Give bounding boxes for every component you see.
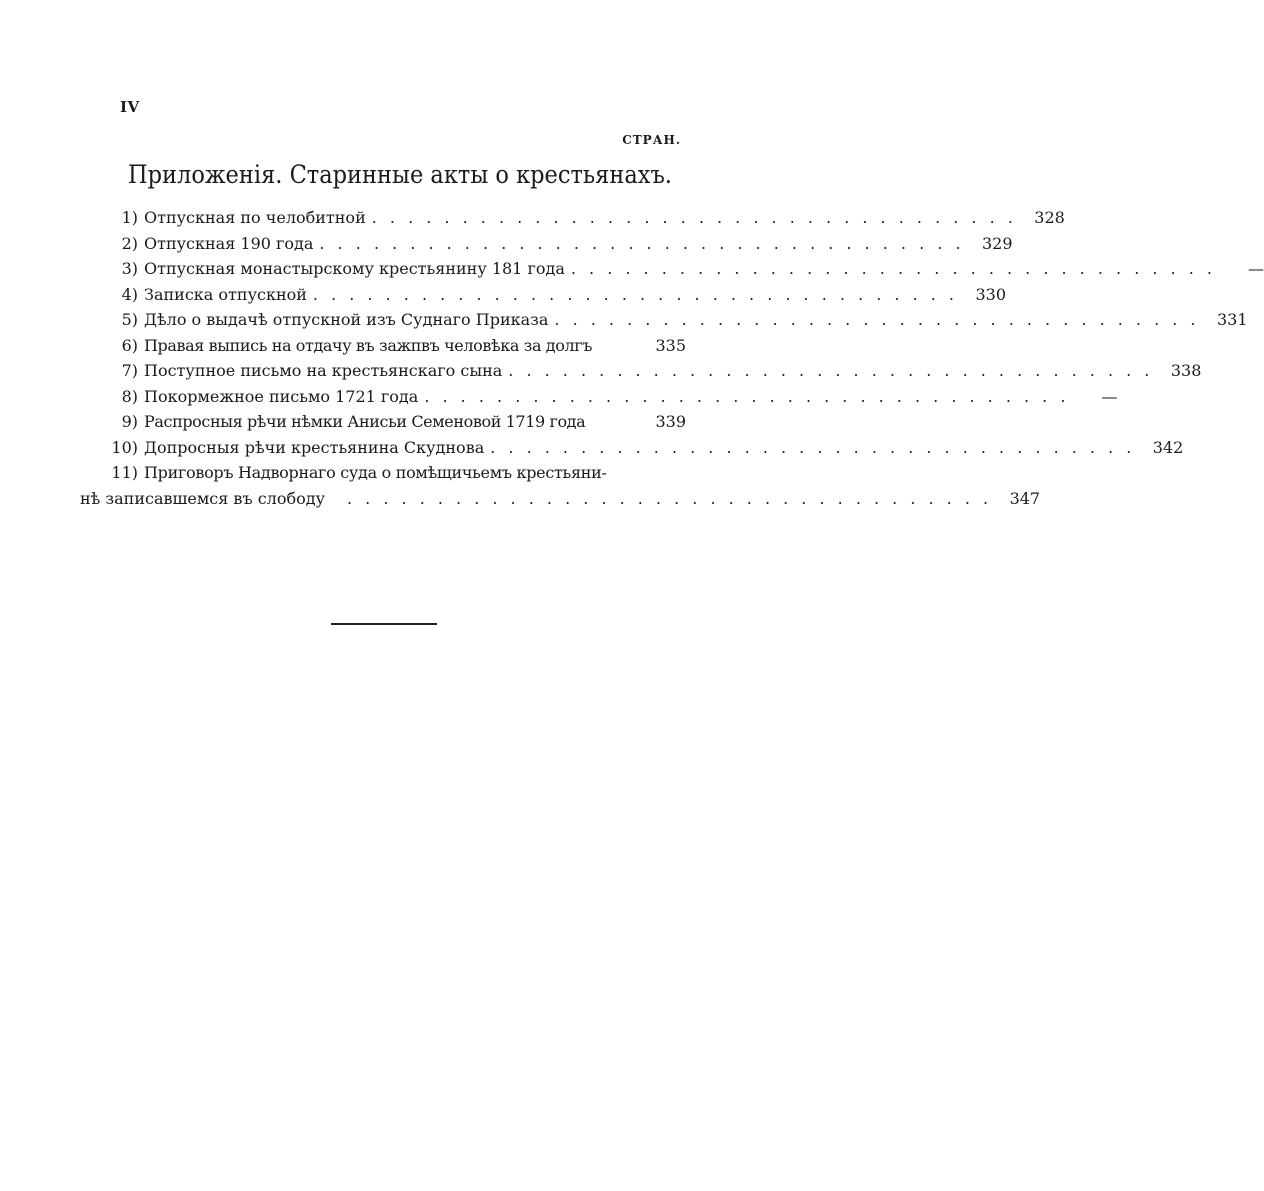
toc-entry-11-continuation <box>80 486 1041 512</box>
toc-entry-11 <box>80 460 686 486</box>
entry-number: 3) <box>121 259 138 278</box>
dot-leader: . . . . . . . . . . . . . . . . . . . . . . . . . . . . . . . . . . . . <box>347 488 993 508</box>
entry-number: 2) <box>121 233 138 253</box>
entry-title: Покормежное письмо 1721 года <box>144 386 419 406</box>
entry-title: Записка отпускной <box>144 284 307 304</box>
entry-page: 328 <box>1034 208 1065 227</box>
entry-number: 6) <box>121 335 138 355</box>
toc-entry-3 <box>80 256 1264 282</box>
entry-page: 329 <box>981 233 1013 253</box>
entry-page: 347 <box>1009 488 1041 508</box>
section-divider <box>331 623 437 625</box>
entry-title: Отпускная монастырскому крестьянину 181 года <box>144 259 565 278</box>
entry-number: 10) <box>111 437 138 457</box>
toc-entry-9 <box>80 409 686 435</box>
toc-entry-1 <box>80 205 1065 231</box>
entry-page: 335 <box>655 335 686 355</box>
entry-title-continuation: нѣ записавшемся въ слободу <box>80 488 325 508</box>
entry-number: 7) <box>121 361 138 380</box>
entry-page: 339 <box>655 412 686 431</box>
dot-leader: . . . . . . . . . . . . . . . . . . . . . . . . . . . . . . . . . . . . <box>570 259 1216 278</box>
toc-entry-10 <box>80 435 1184 461</box>
dot-leader: . . . . . . . . . . . . . . . . . . . . . . . . . . . . . . . . . . . . <box>312 284 959 304</box>
dot-leader: . . . . . . . . . . . . . . . . . . . . . . . . . . . . . . . . . . . . <box>319 233 965 253</box>
entry-title: Приговоръ Надворнаго суда о помѣщичьемъ крестьяни- <box>144 463 607 482</box>
entry-title: Поступное письмо на крестьянскаго сына <box>144 361 503 380</box>
entry-number: 1) <box>121 208 138 227</box>
toc-entry-2 <box>80 231 1013 257</box>
entry-page: 338 <box>1170 361 1202 380</box>
toc-entry-6 <box>80 333 686 359</box>
toc-entry-4 <box>80 282 1007 308</box>
page-column-header: СТРАН. <box>622 133 681 147</box>
entry-number: 4) <box>121 284 138 304</box>
entry-number: 9) <box>121 412 138 431</box>
entry-page: — <box>1101 386 1118 406</box>
dot-leader: . . . . . . . . . . . . . . . . . . . . . . . . . . . . . . . . . . . . <box>371 208 1017 227</box>
toc-entry-5 <box>80 307 1248 333</box>
entry-title: Отпускная 190 года <box>144 233 314 253</box>
entry-title: Отпускная по челобитной <box>144 208 366 227</box>
entry-page: 330 <box>975 284 1007 304</box>
dot-leader: . . . . . . . . . . . . . . . . . . . . . . . . . . . . . . . . . . . . <box>554 310 1200 329</box>
dot-leader: . . . . . . . . . . . . . . . . . . . . . . . . . . . . . . . . . . . . <box>490 437 1136 457</box>
entry-number: 11) <box>111 463 138 482</box>
toc-entry-7 <box>80 358 1202 384</box>
entry-page: 342 <box>1152 437 1184 457</box>
entry-title: Допросныя рѣчи крестьянина Скуднова <box>144 437 485 457</box>
dot-leader: . . . . . . . . . . . . . . . . . . . . . . . . . . . . . . . . . . . . <box>424 386 1070 406</box>
page-folio: IV <box>120 98 140 116</box>
entry-number: 5) <box>121 310 138 329</box>
entry-page: 331 <box>1216 310 1248 329</box>
entry-page: — <box>1247 259 1264 278</box>
toc-entry-8 <box>80 384 1118 410</box>
entry-number: 8) <box>121 386 138 406</box>
entry-title: Правая выпись на отдачу въ зажпвъ человѣка за долгъ <box>144 335 593 355</box>
entry-title: Дѣло о выдачѣ отпускной изъ Суднаго Приказа <box>144 310 549 329</box>
dot-leader: . . . . . . . . . . . . . . . . . . . . . . . . . . . . . . . . . . . . <box>508 361 1154 380</box>
table-of-contents <box>80 205 1264 511</box>
section-title: Приложенія. Старинные акты о крестьянахъ. <box>128 160 672 189</box>
entry-title: Распросныя рѣчи нѣмки Анисьи Семеновой 1719 года <box>144 412 586 431</box>
